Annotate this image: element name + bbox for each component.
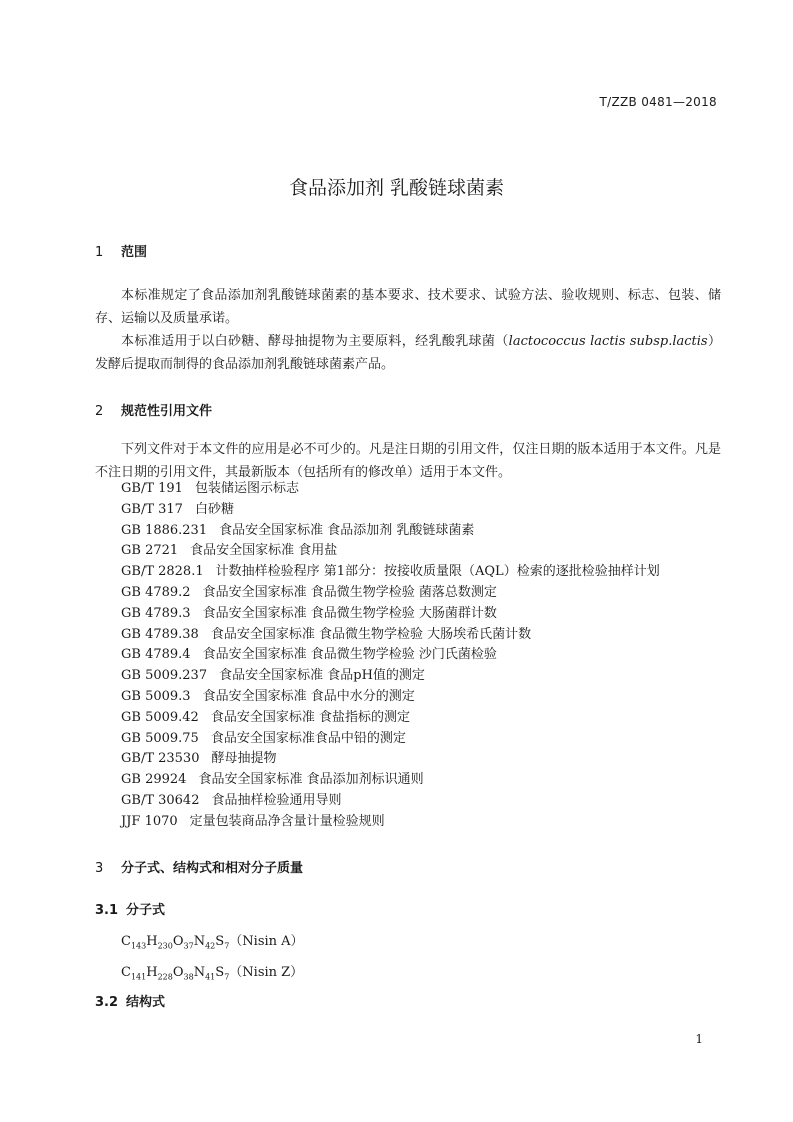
reference-code: GB 5009.42 [121,709,199,725]
section-title: 分子式、结构式和相对分子质量 [121,861,304,876]
reference-title: 白砂糖 [194,501,234,517]
reference-item [121,645,660,666]
reference-title: 食品安全国家标准 食品pH值的测定 [219,668,425,684]
formula-name: （Nisin Z） [229,965,304,980]
reference-item [121,770,660,791]
c-count: 141 [130,972,147,982]
reference-item [121,562,660,583]
reference-title: 计数抽样检验程序 第1部分：按接收质量限（AQL）检索的逐批检验抽样计划 [215,564,660,580]
reference-item [121,625,660,646]
reference-item [121,791,660,812]
reference-code: GB 2721 [121,543,179,559]
reference-code: GB 5009.237 [121,668,208,684]
section-3-heading [95,857,303,876]
reference-item [121,541,660,562]
reference-code: GB 1886.231 [121,522,208,538]
paragraph-text: 本标准规定了食品添加剂乳酸链球菌素的基本要求、技术要求、试验方法、验收规则、标志、包装、储存、运输以及质量承诺。 [95,288,721,326]
section-2-heading [95,400,212,419]
reference-code: GB 4789.4 [121,647,191,663]
c-count: 143 [130,941,147,951]
subsection-number: 3.2 [95,995,119,1010]
species-name: lactococcus lactis subsp.lactis [508,334,708,349]
reference-code: GB/T 317 [121,501,183,517]
subsection-title: 结构式 [126,995,166,1010]
reference-title: 食品安全国家标准 食用盐 [190,543,338,559]
n-count: 41 [205,972,216,982]
reference-code: GB 4789.2 [121,584,191,600]
section-title: 范围 [121,245,148,260]
reference-list [121,479,660,833]
o-count: 38 [183,972,194,982]
section-2-intro [95,438,721,484]
document-title: 食品添加剂 乳酸链球菌素 [288,177,505,199]
formula-nisin-a: $C_{143}H_{230}O_{37}N_{42}S_7(Nisin$ A） [121,934,304,951]
reference-item [121,687,660,708]
paragraph-text: 下列文件对于本文件的应用是必不可少的。凡是注日期的引用文件，仅注日期的版本适用于本文件。凡是不注日期的引用文件，其最新版本（包括所有的修改单）适用于本文件。 [95,442,721,480]
reference-title: 食品安全国家标准 食盐指标的测定 [210,709,410,725]
reference-title: 酵母抽提物 [211,751,277,767]
section-1-paragraph-2 [95,330,721,376]
reference-code: GB/T 23530 [121,751,200,767]
reference-title: 食品抽样检验通用导则 [211,792,342,808]
reference-title: 食品安全国家标准食品中铅的测定 [210,730,406,746]
reference-title: 食品安全国家标准 食品微生物学检验 大肠菌群计数 [202,605,497,621]
reference-code: GB 5009.75 [121,730,199,746]
reference-code: GB/T 191 [121,481,183,496]
reference-title: 食品安全国家标准 食品微生物学检验 菌落总数测定 [202,584,497,600]
subsection-title: 分子式 [126,903,166,918]
reference-title: 食品安全国家标准 食品微生物学检验 沙门氏菌检验 [202,647,497,663]
reference-code: JJF 1070 [121,813,178,829]
formula-nisin-z: $C_{141}H_{228}O_{38}N_{41}S_7(Nisin$ Z） [121,965,304,982]
s-count: 7 [224,941,230,951]
reference-code: GB 4789.38 [121,626,199,642]
o-count: 37 [183,941,194,951]
section-number: 3 [95,861,104,876]
reference-code: GB 5009.3 [121,688,191,704]
section-number: 2 [95,404,104,419]
section-title: 规范性引用文件 [121,404,213,419]
section-1-heading [95,241,147,260]
section-3-2-heading [95,991,165,1010]
paragraph-text-b: ）发酵后提取而制得的食品添加剂乳酸链球菌素产品。 [95,334,721,372]
reference-item [121,479,660,500]
formula-name: （Nisin A） [229,934,304,949]
reference-title: 食品安全国家标准 食品中水分的测定 [202,688,415,704]
section-number: 1 [95,245,104,260]
reference-item [121,521,660,542]
h-count: 230 [157,941,173,951]
standard-code: T/ZZB 0481—2018 [599,95,717,109]
reference-item [121,729,660,750]
reference-item [121,666,660,687]
page-number: 1 [695,1032,703,1046]
reference-code: GB 29924 [121,772,187,788]
s-count: 7 [224,972,230,982]
reference-item [121,583,660,604]
reference-title: 食品安全国家标准 食品添加剂标识通则 [198,772,424,788]
section-3-1-heading [95,899,165,918]
reference-item [121,749,660,770]
n-count: 42 [205,941,216,951]
reference-title: 定量包装商品净含量计量检验规则 [189,813,385,829]
reference-code: GB 4789.3 [121,605,191,621]
reference-item [121,708,660,729]
reference-item [121,604,660,625]
reference-title: 食品安全国家标准 食品添加剂 乳酸链球菌素 [219,522,475,538]
reference-title: 包装储运图示标志 [194,481,299,496]
reference-code: GB/T 2828.1 [121,564,204,580]
paragraph-text-a: 本标准适用于以白砂糖、酵母抽提物为主要原料，经乳酸乳球菌（ [121,334,509,349]
reference-item [121,812,660,833]
reference-item [121,500,660,521]
subsection-number: 3.1 [95,903,119,918]
section-1-paragraph-1 [95,284,721,330]
h-count: 228 [157,972,173,982]
reference-title: 食品安全国家标准 食品微生物学检验 大肠埃希氏菌计数 [210,626,532,642]
reference-code: GB/T 30642 [121,792,200,808]
